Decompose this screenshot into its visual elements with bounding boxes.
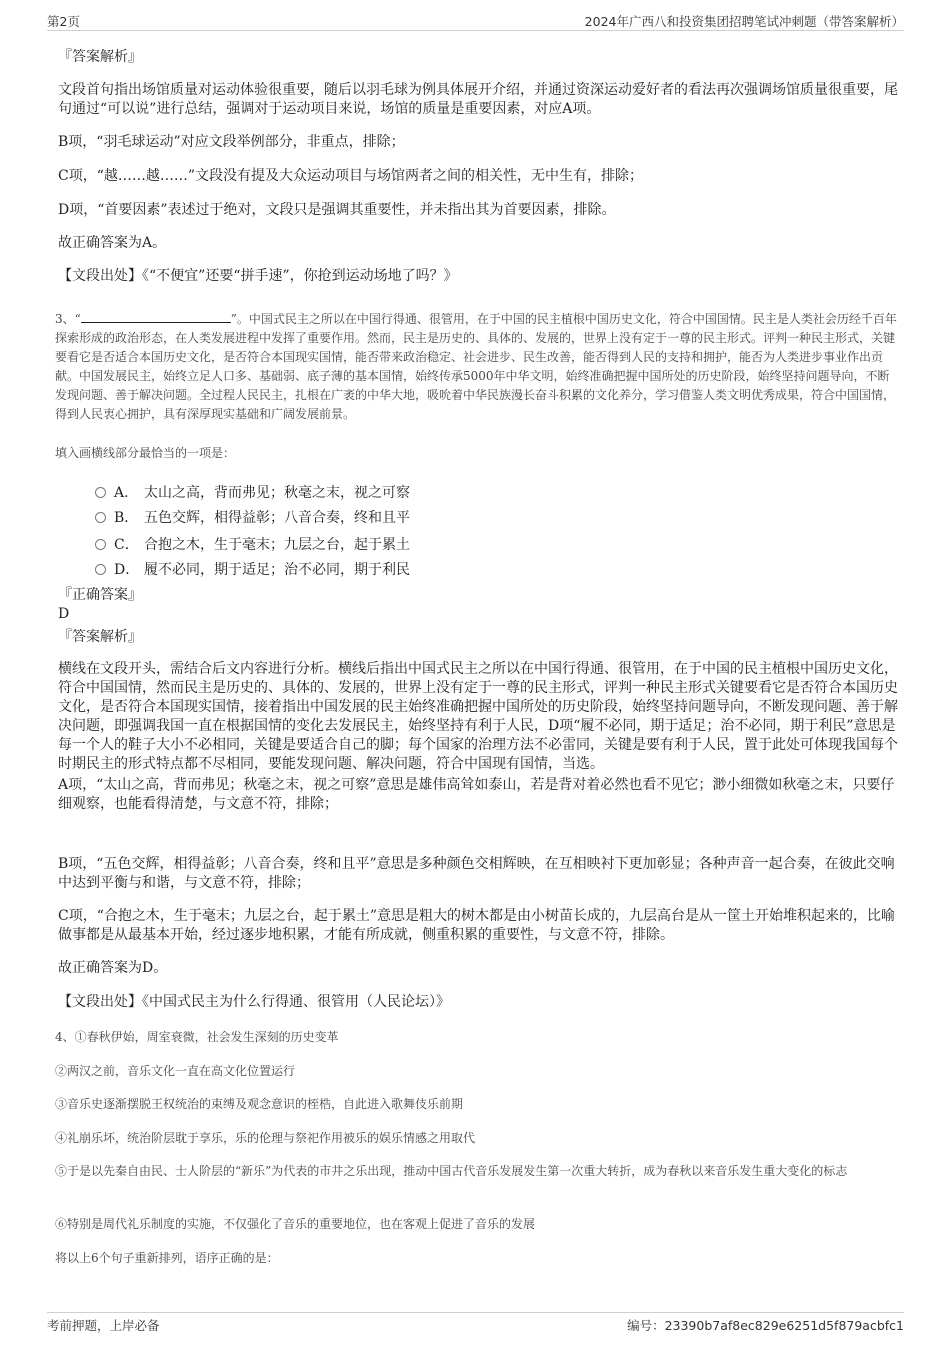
- q4-sentence-4: ④礼崩乐坏，统治阶层耽于享乐，乐的伦理与祭祀作用被乐的娱乐情感之用取代: [55, 1131, 476, 1145]
- q3-option-a[interactable]: A． 太山之高，背而弗见；秋毫之末，视之可察: [95, 482, 410, 502]
- q3-fill-blank: [81, 310, 231, 323]
- q3-analysis-paragraph: 横线在文段开头，需结合后文内容进行分析。横线后指出中国式民主之所以在中国行得通、很管用，在于中国的民主植根中国历史文化，符合中国国情，然而民主是历史的、具体的、发展的，世界上没有定于一尊的民主形式，评判一种民主形式关键要看它是否符合本国历史文化，是否符合本国现实国情，接着指出中国发展的民主始终准确把握中国所处的历史阶段，始终坚持问题导向，不断发现问题、善于解决问题，即强调我国一直在根据国情的变化去发展民主，始终坚持有利于人民，D项“履不必同，期于适足；治不必同，期于利民”意思是每一个人的鞋子大小不必相同，关键是要适合自己的脚；每个国家的治理方法不必雷同，关键是要有利于人民，置于此处可体现我国每个时期民主的形式特点都不尽相同，要能发现问题、解决问题，符合中国现有国情，当选。: [58, 661, 898, 772]
- q3-prompt: 填入画横线部分最恰当的一项是：: [55, 446, 236, 460]
- q3-analysis-label: 『答案解析』: [58, 629, 142, 645]
- q3-answer-label: 『正确答案』: [58, 587, 142, 603]
- q2-analysis-option-d: D项，“首要因素”表述过于绝对，文段只是强调其重要性，并未指出其为首要因素，排除。: [58, 202, 616, 218]
- q3-analysis-option-c: C项，“合抱之木，生于毫末；九层之台，起于累土”意思是粗大的树木都是由小树苗长成的，九层高台是从一筐土开始堆积起来的，比喻做事都是从最基本开始，经过逐步地积累，才能有所成就，侧重积累的重要性，与文意不符，排除。: [58, 908, 896, 943]
- q4-sentence-3: ③音乐史逐渐摆脱王权统治的束缚及观念意识的桎梏，自此进入歌舞伎乐前期: [55, 1097, 464, 1111]
- q4-sentence-5: ⑤于是以先秦自由民、士人阶层的“新乐”为代表的市井之乐出现，推动中国古代音乐发展发生第一次重大转折，成为春秋以来音乐发生重大变化的标志: [55, 1164, 848, 1178]
- footer-slogan: 考前押题，上岸必备: [47, 1318, 160, 1333]
- q2-analysis-label: 『答案解析』: [58, 49, 142, 65]
- page-number: 第2页: [47, 14, 80, 29]
- radio-icon[interactable]: [95, 539, 106, 550]
- q3-conclusion: 故正确答案为D。: [58, 960, 168, 976]
- q4-sentence-6: ⑥特别是周代礼乐制度的实施，不仅强化了音乐的重要地位，也在客观上促进了音乐的发展: [55, 1217, 536, 1231]
- radio-icon[interactable]: [95, 564, 106, 575]
- q2-analysis-option-c: C项，“越……越……”文段没有提及大众运动项目与场馆两者之间的相关性，无中生有，排除；: [58, 168, 644, 184]
- q4-prompt: 将以上6个句子重新排列，语序正确的是：: [55, 1251, 279, 1265]
- radio-icon[interactable]: [95, 512, 106, 523]
- page-footer: [47, 1312, 904, 1335]
- q3-source: 【文段出处】《中国式民主为什么行得通、很管用（人民论坛）》: [58, 994, 450, 1010]
- q3-option-b[interactable]: B． 五色交辉，相得益彰；八音合奏，终和且平: [95, 507, 410, 527]
- q2-analysis-paragraph: 文段首句指出场馆质量对运动体验很重要，随后以羽毛球为例具体展开介绍，并通过资深运动爱好者的看法再次强调场馆质量很重要，尾句通过“可以说”进行总结，强调对于运动项目来说，场馆的质量是重要因素，对应A项。: [58, 82, 898, 117]
- q3-stem-text: ”。中国式民主之所以在中国行得通、很管用，在于中国的民主植根中国历史文化，符合中国国情。民主是人类社会历经千百年探索形成的政治形态，在人类发展进程中发挥了重要作用。然而，民主是历史的、具体的、发展的，世界上没有定于一尊的民主形式。评判一种民主形式，关键要看它是否适合本国历史文化，是否符合本国现实国情，能否带来政治稳定、社会进步、民生改善，能否得到人民的支持和拥护，能否为人类进步事业作出贡献。中国发展民主，始终立足人口多、基础弱、底子薄的基本国情，始终传承5000年中华文明，始终准确把握中国所处的历史阶段，始终坚持问题导向，不断发现问题、善于解决问题。全过程人民民主，扎根在广袤的中华大地，吸吮着中华民族漫长奋斗积累的文化养分，学习借鉴人类文明优秀成果，符合中国国情，得到人民衷心拥护，具有深厚现实基础和广阔发展前景。: [55, 312, 897, 421]
- document-code: 编号：23390b7af8ec829e6251d5f879acbfc1: [627, 1318, 904, 1333]
- page-header: [47, 10, 904, 31]
- q4-sentence-1: 4、①春秋伊始，周室衰微，社会发生深刻的历史变革: [55, 1030, 339, 1044]
- radio-icon[interactable]: [95, 487, 106, 498]
- q3-option-d[interactable]: D． 履不必同，期于适足；治不必同，期于利民: [95, 559, 410, 579]
- document-title: 2024年广西八和投资集团招聘笔试冲刺题（带答案解析）: [584, 14, 904, 29]
- q3-stem: [55, 310, 900, 424]
- q2-conclusion: 故正确答案为A。: [58, 235, 167, 251]
- q4-sentence-2: ②两汉之前，音乐文化一直在高文化位置运行: [55, 1064, 296, 1078]
- q2-source: 【文段出处】《“不便宜”还要“拼手速”，你抢到运动场地了吗？》: [58, 268, 458, 284]
- q3-option-c[interactable]: C． 合抱之木，生于毫末；九层之台，起于累土: [95, 534, 410, 554]
- q3-analysis-option-b: B项，“五色交辉，相得益彰；八音合奏，终和且平”意思是多种颜色交相辉映，在互相映衬下更加彰显；各种声音一起合奏，在彼此交响中达到平衡与和谐，与文意不符，排除；: [58, 856, 895, 891]
- q3-analysis-option-a: A项，“太山之高，背而弗见；秋毫之末，视之可察”意思是雄伟高耸如泰山，若是背对着必然也看不见它；渺小细微如秋毫之末，只要仔细观察，也能看得清楚，与文意不符，排除；: [58, 777, 895, 812]
- q3-answer: D: [58, 606, 70, 622]
- q2-analysis-option-b: B项，“羽毛球运动”对应文段举例部分，非重点，排除；: [58, 134, 405, 150]
- q3-number: 3、“: [55, 312, 81, 326]
